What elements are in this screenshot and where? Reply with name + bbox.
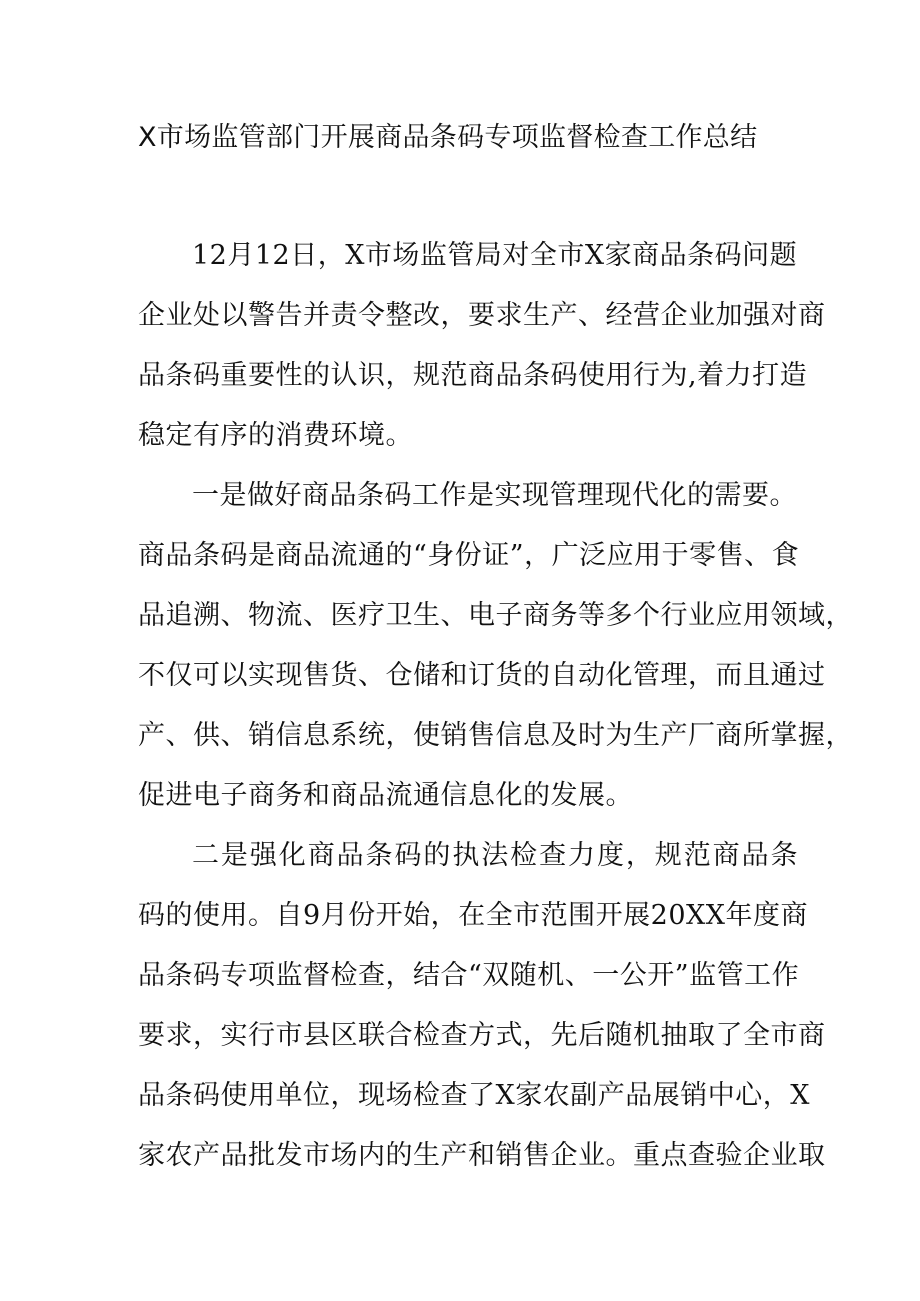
paragraph-line: 产、供、销信息系统，使销售信息及时为生产厂商所掌握， — [138, 720, 853, 751]
paragraph-line: 要求，实行市县区联合检查方式，先后随机抽取了全市商 — [138, 1020, 826, 1051]
paragraph-line: 品追溯、物流、医疗卫生、电子商务等多个行业应用领域， — [138, 600, 853, 631]
document-title: X市场监管部门开展商品条码专项监督检查工作总结 — [138, 122, 758, 153]
paragraph-line: 二是强化商品条码的执法检查力度，规范商品条 — [192, 840, 798, 871]
paragraph-line: 稳定有序的消费环境。 — [138, 420, 413, 451]
paragraph-line: 12月12日，X市场监管局对全市X家商品条码问题 — [192, 240, 798, 271]
paragraph-line: 促进电子商务和商品流通信息化的发展。 — [138, 780, 633, 811]
paragraph-line: 家农产品批发市场内的生产和销售企业。重点查验企业取 — [138, 1140, 826, 1171]
paragraph-line: 品条码专项监督检查，结合“双随机、一公开”监管工作 — [138, 960, 800, 991]
paragraph-line: 一是做好商品条码工作是实现管理现代化的需要。 — [192, 480, 797, 511]
paragraph-line: 品条码重要性的认识，规范商品条码使用行为,着力打造 — [138, 360, 808, 391]
paragraph-line: 商品条码是商品流通的“身份证”，广泛应用于零售、食 — [138, 540, 800, 571]
paragraph-line: 码的使用。自9月份开始，在全市范围开展20XX年度商 — [138, 900, 808, 931]
paragraph-line: 企业处以警告并责令整改，要求生产、经营企业加强对商 — [138, 300, 826, 331]
paragraph-line: 品条码使用单位，现场检查了X家农副产品展销中心，X — [138, 1080, 810, 1111]
paragraph-line: 不仅可以实现售货、仓储和订货的自动化管理，而且通过 — [138, 660, 826, 691]
